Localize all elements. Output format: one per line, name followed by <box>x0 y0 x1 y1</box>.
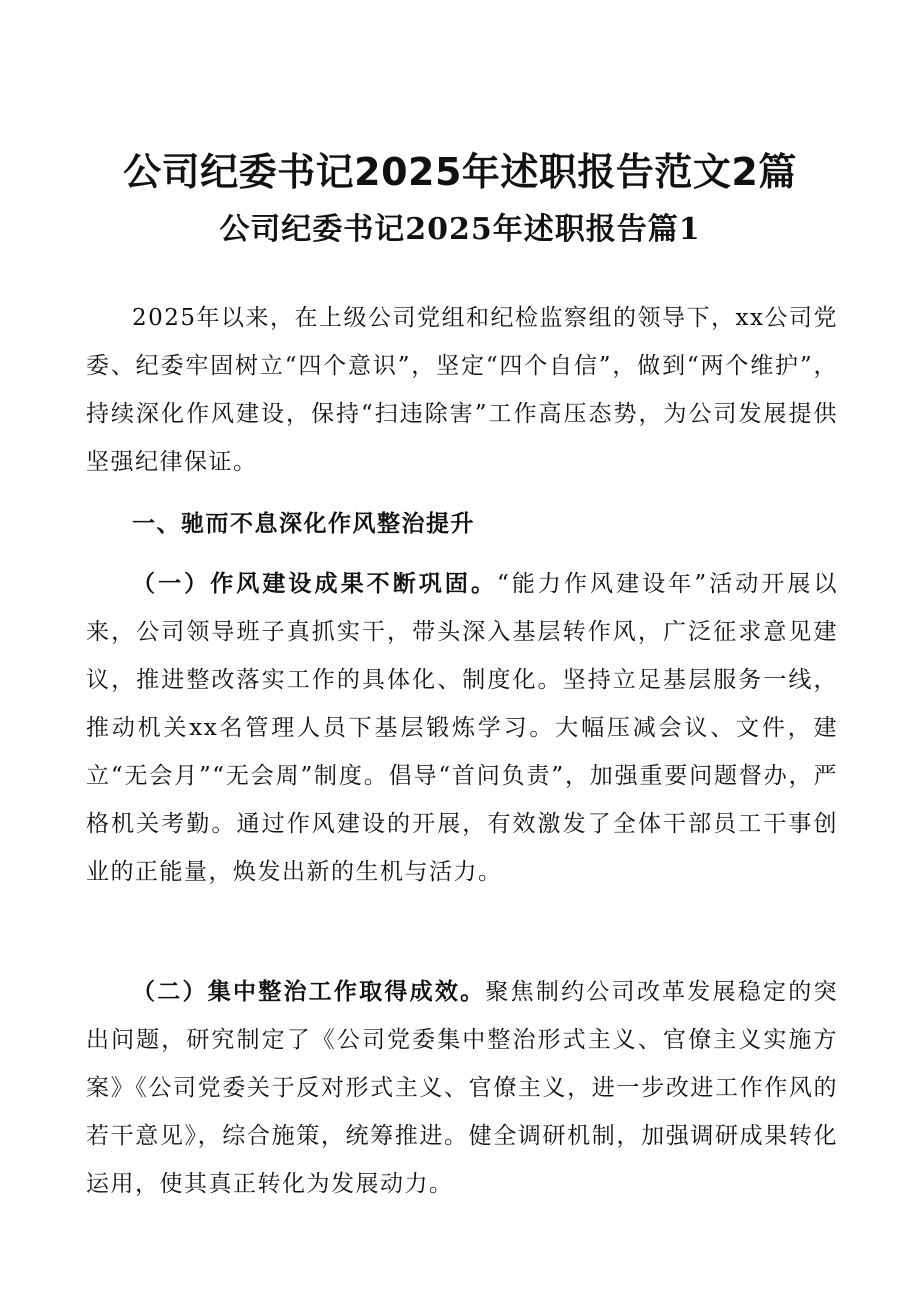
section-heading: 一、驰而不息深化作风整治提升 <box>132 510 475 537</box>
document-subtitle: 公司纪委书记2025年述职报告篇1 <box>219 212 701 247</box>
intro-paragraph: 2025年以来，在上级公司党组和纪检监察组的领导下，xx公司党委、纪委牢固树立“四个意识”，坚定“四个自信”，做到“两个维护”，持续深化作风建设，保持“扫违除害”工作高压态势，为公司发展提供坚强纪律保证。 <box>86 305 838 475</box>
item-2-lead: （二）集中整治工作取得成效。 <box>132 979 486 1005</box>
item-1-text: “能力作风建设年”活动开展以来，公司领导班子真抓实干，带头深入基层转作风，广泛征求意见建议，推进整改落实工作的具体化、制度化。坚持立足基层服务一线，推动机关xx名管理人员下基层锻炼学习。大幅压减会议、文件，建立“无会月”“无会周”制度。倡导“首问负责”，加强重要问题督办，严格机关考勤。通过作风建设的开展，有效激发了全体干部员工干事创业的正能量，焕发出新的生机与活力。 <box>86 571 838 885</box>
item-1-lead: （一）作风建设成果不断巩固。 <box>132 571 498 597</box>
paragraph-item-2 <box>86 968 838 1208</box>
document-title: 公司纪委书记2025年述职报告范文2篇 <box>123 150 797 194</box>
item-2-text: 聚焦制约公司改革发展稳定的突出问题，研究制定了《公司党委集中整治形式主义、官僚主义实施方案》《公司党委关于反对形式主义、官僚主义，进一步改进工作作风的若干意见》，综合施策，统筹推进。健全调研机制，加强调研成果转化运用，使其真正转化为发展动力。 <box>86 979 839 1197</box>
paragraph-item-1 <box>86 560 838 896</box>
